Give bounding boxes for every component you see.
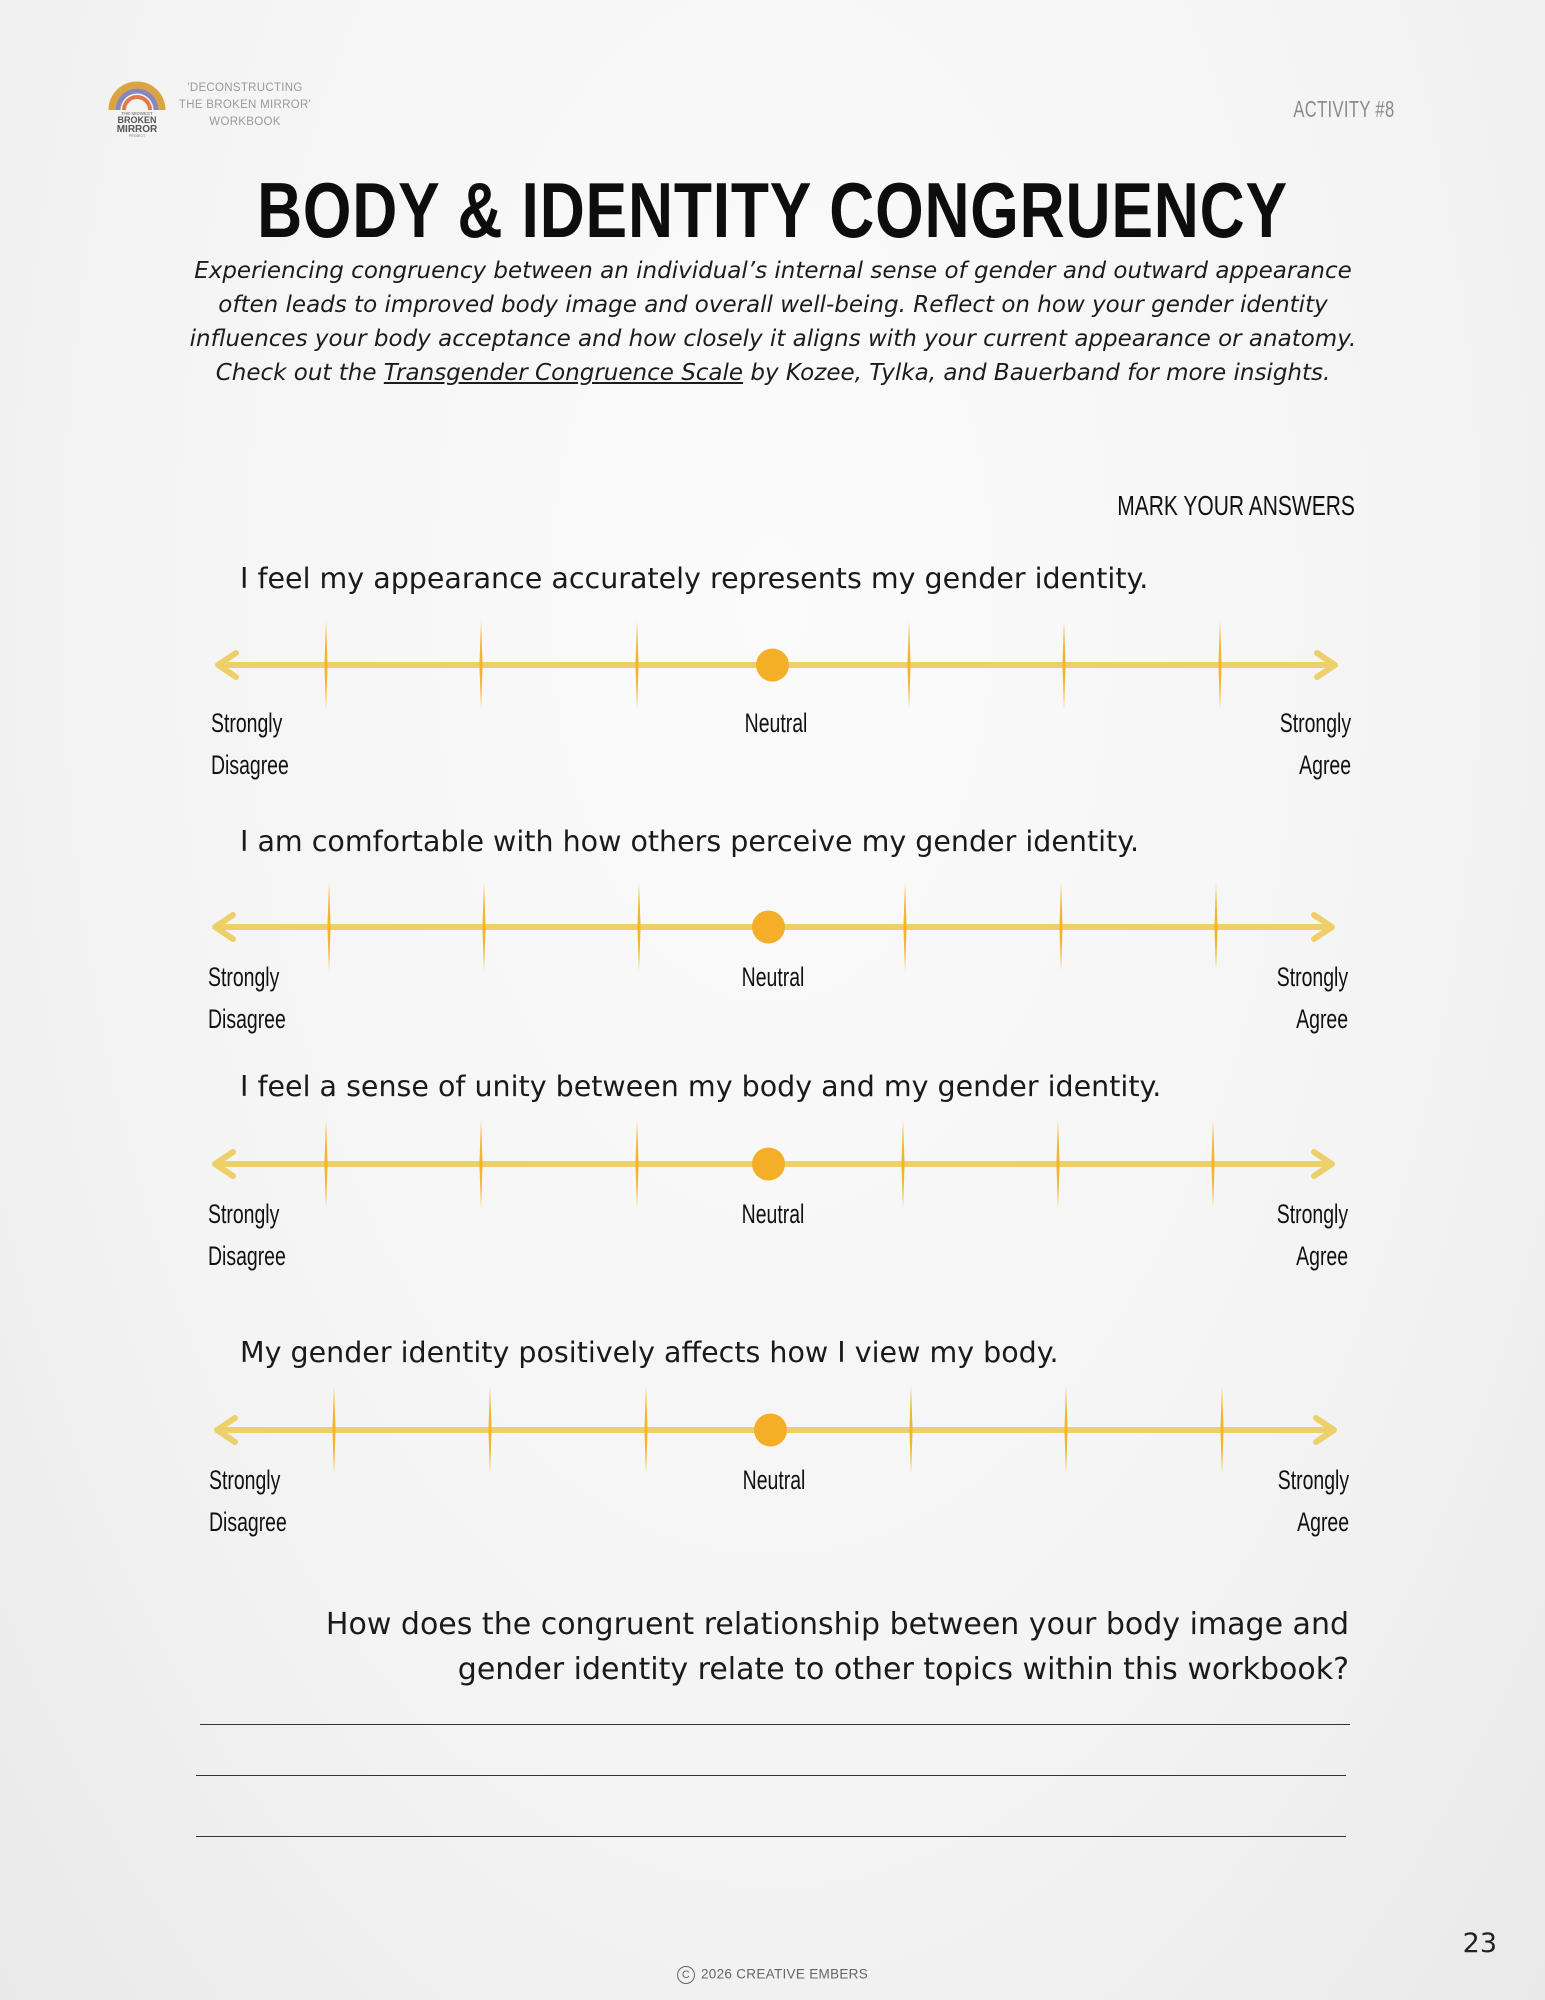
scale-3-left-arrow (215, 1152, 233, 1176)
scale-2-left-label: Strongly Disagree (208, 962, 286, 1034)
scale-2-tick-6 (1214, 883, 1217, 971)
svg-text:THE MIDWEST: THE MIDWEST (121, 111, 153, 116)
scale-4-tick-5 (1064, 1386, 1067, 1474)
scale-3-left-label: Strongly Disagree (208, 1199, 286, 1271)
scale-1-tick-1 (324, 621, 327, 709)
scale-1-tick-6 (1218, 621, 1221, 709)
scale-3-tick-4 (901, 1120, 904, 1208)
scale-2-left-arrow (215, 915, 233, 939)
intro-paragraph: Experiencing congruency between an individual’s internal sense of gender and outward appearance often leads to improved body image and overall well-being. Reflect on how your gender identity influences your body acceptance and how closely it aligns with your current appearance or anatomy. Check out the Transgender Congruence Scale by Kozee, Tylka, and Bauerband for more insights. (189, 258, 1357, 386)
reflection-question: How does the congruent relationship between your body image and gender identity relate to other topics within this workbook? (325, 1607, 1349, 1687)
scale-1-right-arrow (1317, 653, 1335, 677)
question-3: I feel a sense of unity between my body and my gender identity. (240, 1070, 1162, 1103)
scale-4-left-label: Strongly Disagree (209, 1465, 287, 1537)
scale-1-tick-3 (635, 621, 638, 709)
scale-1-neutral-label: Neutral (744, 708, 808, 738)
scale-3-neutral-label: Neutral (741, 1199, 805, 1229)
page-title: BODY & IDENTITY CONGRUENCY (257, 166, 1288, 254)
scale-1-tick-2 (479, 621, 482, 709)
scale-3-right-arrow (1314, 1152, 1332, 1176)
scale-1-right-label: Strongly Agree (1279, 708, 1351, 780)
copyright-icon: C (677, 1966, 695, 1984)
svg-text:MIRROR: MIRROR (116, 124, 158, 135)
scale-4-tick-6 (1220, 1386, 1223, 1474)
scale-2-right-label: Strongly Agree (1276, 962, 1348, 1034)
scale-1-tick-5 (1062, 621, 1065, 709)
scale-4-left-arrow (217, 1418, 235, 1442)
scale-4-right-arrow (1316, 1418, 1334, 1442)
workbook-name: 'DECONSTRUCTING THE BROKEN MIRROR' WORKBOOK (178, 82, 312, 128)
scale-2-tick-2 (482, 883, 485, 971)
broken-mirror-logo (104, 72, 170, 138)
scale-1-neutral-marker (756, 649, 789, 682)
scale-1-left-label: Strongly Disagree (211, 708, 289, 780)
scale-1-left-arrow (218, 653, 236, 677)
activity-number: ACTIVITY #8 (1293, 96, 1395, 122)
scale-2-tick-1 (327, 883, 330, 971)
scale-4-neutral-marker (754, 1414, 787, 1447)
svg-text:BROKEN: BROKEN (117, 115, 157, 125)
scale-2-neutral-label: Neutral (741, 962, 805, 992)
scale-3-tick-3 (635, 1120, 638, 1208)
scale-4-right-label: Strongly Agree (1277, 1465, 1349, 1537)
question-1: I feel my appearance accurately represents my gender identity. (240, 562, 1149, 595)
scale-2-tick-5 (1059, 883, 1062, 971)
mark-your-answers-label: MARK YOUR ANSWERS (1117, 490, 1355, 521)
scale-1-tick-4 (907, 621, 910, 709)
scale-3-tick-2 (479, 1120, 482, 1208)
scale-4-neutral-label: Neutral (742, 1465, 806, 1495)
scale-3-tick-5 (1056, 1120, 1059, 1208)
svg-text:PROJECT: PROJECT (128, 134, 146, 138)
scale-2-tick-4 (903, 883, 906, 971)
scale-2-tick-3 (637, 883, 640, 971)
scale-4-tick-1 (332, 1386, 335, 1474)
scale-3-tick-1 (324, 1120, 327, 1208)
question-2: I am comfortable with how others perceive my gender identity. (240, 825, 1140, 858)
page-number: 23 (1462, 1928, 1497, 1959)
scale-4-tick-4 (909, 1386, 912, 1474)
scale-3-tick-6 (1211, 1120, 1214, 1208)
scale-4-tick-2 (488, 1386, 491, 1474)
answer-line-1[interactable] (200, 1724, 1350, 1725)
question-4: My gender identity positively affects how I view my body. (240, 1336, 1059, 1369)
congruence-scale-link[interactable]: Transgender Congruence Scale (383, 360, 744, 386)
answer-line-3[interactable] (196, 1836, 1346, 1837)
scale-3-right-label: Strongly Agree (1276, 1199, 1348, 1271)
scale-3-neutral-marker (752, 1148, 785, 1181)
answer-line-2[interactable] (196, 1775, 1346, 1776)
scale-4-tick-3 (644, 1386, 647, 1474)
scale-2-right-arrow (1314, 915, 1332, 939)
scale-2-neutral-marker (752, 911, 785, 944)
copyright: C 2026 CREATIVE EMBERS (0, 1966, 1545, 1984)
